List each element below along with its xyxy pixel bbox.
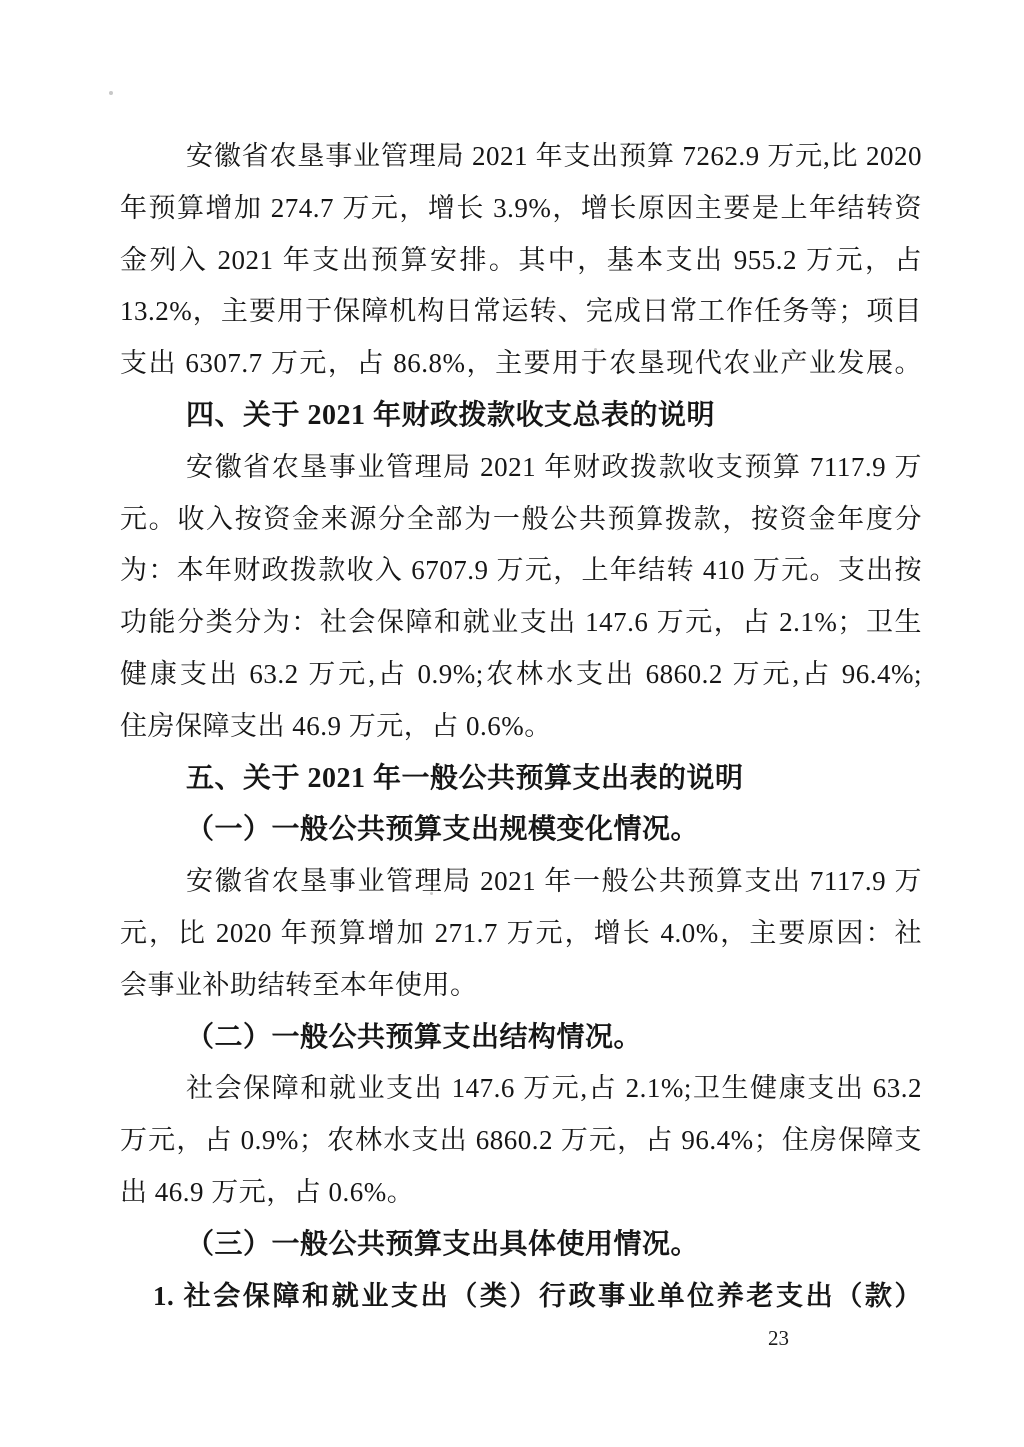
paragraph-line: 金列入 2021 年支出预算安排。其中，基本支出 955.2 万元，占 [120, 244, 922, 275]
paragraph-line: 安徽省农垦事业管理局 2021 年一般公共预算支出 7117.9 万 [186, 866, 922, 897]
subsection-heading-3: （三）一般公共预算支出具体使用情况。 [186, 1228, 700, 1260]
paragraph-line: 出 46.9 万元，占 0.6%。 [120, 1176, 415, 1207]
paragraph-line: 安徽省农垦事业管理局 2021 年财政拨款收支预算 7117.9 万 [186, 451, 922, 482]
section-heading-5: 五、关于 2021 年一般公共预算支出表的说明 [186, 762, 744, 794]
paragraph-line: 住房保障支出 46.9 万元，占 0.6%。 [120, 710, 552, 741]
paragraph-line: 社会保障和就业支出 147.6 万元,占 2.1%;卫生健康支出 63.2 [186, 1073, 922, 1104]
paragraph-line: 元，比 2020 年预算增加 271.7 万元，增长 4.0%，主要原因：社 [120, 917, 922, 948]
subsection-heading-2: （二）一般公共预算支出结构情况。 [186, 1021, 643, 1053]
paragraph-line: 年预算增加 274.7 万元，增长 3.9%，增长原因主要是上年结转资 [120, 192, 922, 223]
numbered-item-line: 1. 社会保障和就业支出（类）行政事业单位养老支出（款） [153, 1280, 922, 1311]
paragraph-line: 为：本年财政拨款收入 6707.9 万元，上年结转 410 万元。支出按 [120, 555, 922, 586]
paragraph-line: 万元，占 0.9%；农林水支出 6860.2 万元，占 96.4%；住房保障支 [120, 1125, 922, 1156]
page-number: 23 [768, 1326, 789, 1350]
subsection-heading-1: （一）一般公共预算支出规模变化情况。 [186, 814, 700, 846]
paragraph-line: 元。收入按资金来源分全部为一般公共预算拨款，按资金年度分 [120, 503, 922, 534]
paragraph-line: 13.2%，主要用于保障机构日常运转、完成日常工作任务等；项目 [120, 296, 922, 327]
section-heading-4: 四、关于 2021 年财政拨款收支总表的说明 [186, 399, 716, 431]
paragraph-line: 功能分类分为：社会保障和就业支出 147.6 万元，占 2.1%；卫生 [120, 607, 922, 638]
paragraph-line: 安徽省农垦事业管理局 2021 年支出预算 7262.9 万元,比 2020 [186, 141, 922, 171]
paragraph-line: 会事业补助结转至本年使用。 [120, 969, 478, 1000]
body-text [120, 131, 922, 1322]
paragraph-line: 健康支出 63.2 万元,占 0.9%;农林水支出 6860.2 万元,占 96.4%; [120, 658, 922, 689]
paragraph-line: 支出 6307.7 万元，占 86.8%，主要用于农垦现代农业产业发展。 [120, 348, 922, 379]
scan-speck [109, 91, 113, 95]
